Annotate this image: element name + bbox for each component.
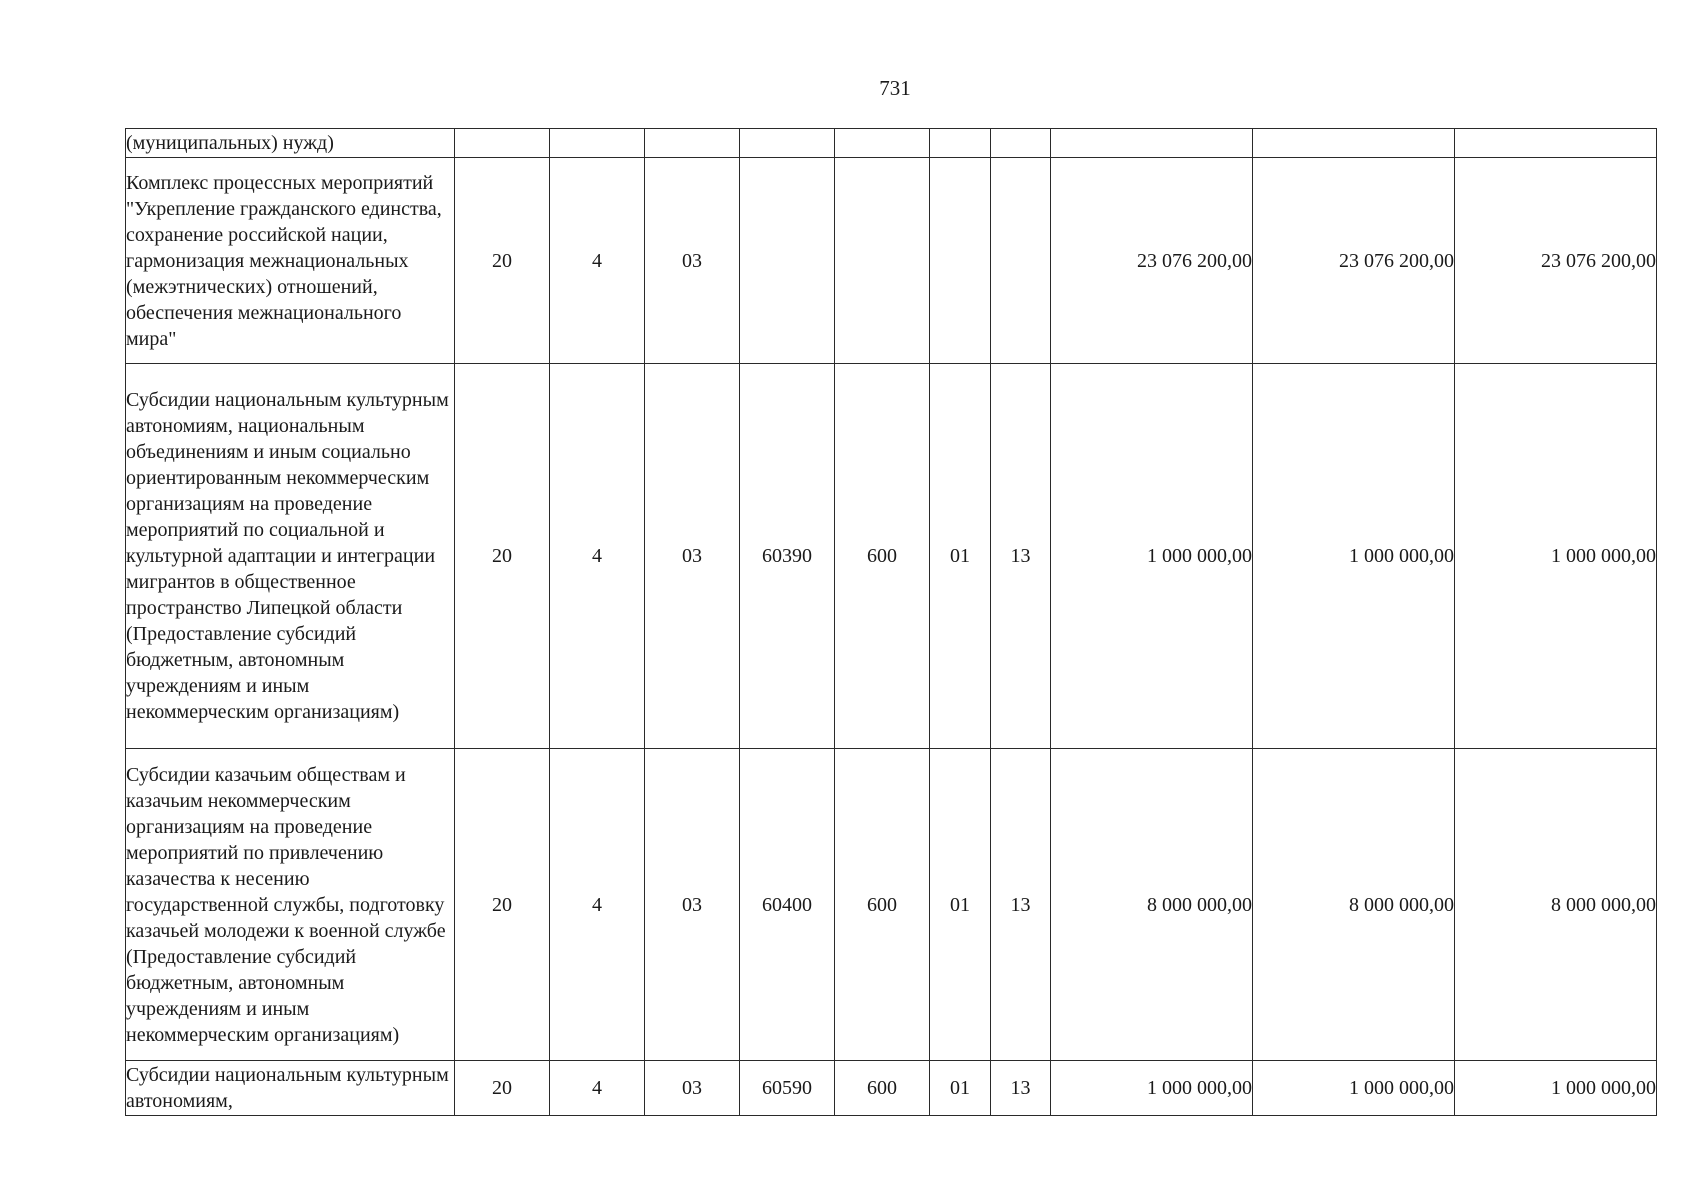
code-cell bbox=[835, 129, 930, 158]
amount-cell: 1 000 000,00 bbox=[1253, 1061, 1455, 1116]
row-description-cell bbox=[126, 129, 455, 158]
code-cell bbox=[991, 158, 1051, 364]
code-cell: 4 bbox=[550, 749, 645, 1061]
table-row bbox=[126, 749, 1657, 1061]
code-cell: 03 bbox=[645, 158, 740, 364]
amount-cell: 23 076 200,00 bbox=[1455, 158, 1657, 364]
row-description: Субсидии национальным культурным автономиям, национальным объединениям и иным социально ориентированным некоммерческим организациям на проведение мероприятий по социальной и культурной адаптации и интеграции мигрантов в общественное пространство Липецкой области (Предоставление субсидий бюджетным, автономным учреждениям и иным некоммерческим организациям) bbox=[126, 389, 449, 723]
amount-cell bbox=[1253, 129, 1455, 158]
table-row bbox=[126, 158, 1657, 364]
code-cell bbox=[835, 158, 930, 364]
code-cell: 4 bbox=[550, 364, 645, 749]
row-description-cell bbox=[126, 1061, 455, 1116]
budget-table bbox=[125, 128, 1657, 1116]
code-cell: 600 bbox=[835, 1061, 930, 1116]
row-description-cell bbox=[126, 158, 455, 364]
code-cell: 13 bbox=[991, 749, 1051, 1061]
code-cell: 03 bbox=[645, 749, 740, 1061]
code-cell: 20 bbox=[455, 749, 550, 1061]
code-cell: 03 bbox=[645, 364, 740, 749]
code-cell: 60400 bbox=[740, 749, 835, 1061]
code-cell: 20 bbox=[455, 1061, 550, 1116]
code-cell: 20 bbox=[455, 158, 550, 364]
amount-cell: 23 076 200,00 bbox=[1051, 158, 1253, 364]
amount-cell: 1 000 000,00 bbox=[1455, 364, 1657, 749]
code-cell bbox=[991, 129, 1051, 158]
table-row bbox=[126, 1061, 1657, 1116]
amount-cell: 8 000 000,00 bbox=[1253, 749, 1455, 1061]
amount-cell bbox=[1051, 129, 1253, 158]
code-cell: 01 bbox=[930, 364, 991, 749]
code-cell: 03 bbox=[645, 1061, 740, 1116]
amount-cell: 23 076 200,00 bbox=[1253, 158, 1455, 364]
code-cell bbox=[645, 129, 740, 158]
row-description: Комплекс процессных мероприятий "Укрепление гражданского единства, сохранение российской нации, гармонизация межнациональных (межэтнических) отношений, обеспечения межнационального мира" bbox=[126, 171, 442, 350]
row-description: (муниципальных) нужд) bbox=[126, 132, 334, 154]
page-number: 731 bbox=[879, 76, 911, 100]
code-cell bbox=[930, 158, 991, 364]
code-cell bbox=[550, 129, 645, 158]
row-description-cell bbox=[126, 364, 455, 749]
code-cell: 13 bbox=[991, 364, 1051, 749]
row-description: Субсидии национальным культурным автономиям, bbox=[126, 1064, 449, 1112]
code-cell: 20 bbox=[455, 364, 550, 749]
code-cell: 4 bbox=[550, 1061, 645, 1116]
row-description: Субсидии казачьим обществам и казачьим некоммерческим организациям на проведение мероприятий по привлечению казачества к несению государственной службы, подготовку казачьей молодежи к военной службе (Предоставление субсидий бюджетным, автономным учреждениям и иным некоммерческим организациям) bbox=[126, 763, 446, 1046]
code-cell: 01 bbox=[930, 749, 991, 1061]
code-cell: 4 bbox=[550, 158, 645, 364]
amount-cell: 8 000 000,00 bbox=[1455, 749, 1657, 1061]
code-cell: 600 bbox=[835, 749, 930, 1061]
code-cell bbox=[740, 158, 835, 364]
amount-cell bbox=[1455, 129, 1657, 158]
code-cell bbox=[930, 129, 991, 158]
amount-cell: 8 000 000,00 bbox=[1051, 749, 1253, 1061]
code-cell bbox=[455, 129, 550, 158]
code-cell: 13 bbox=[991, 1061, 1051, 1116]
amount-cell: 1 000 000,00 bbox=[1455, 1061, 1657, 1116]
code-cell: 600 bbox=[835, 364, 930, 749]
table-row bbox=[126, 129, 1657, 158]
amount-cell: 1 000 000,00 bbox=[1051, 1061, 1253, 1116]
code-cell: 60390 bbox=[740, 364, 835, 749]
row-description-cell bbox=[126, 749, 455, 1061]
amount-cell: 1 000 000,00 bbox=[1253, 364, 1455, 749]
table-row bbox=[126, 364, 1657, 749]
code-cell: 60590 bbox=[740, 1061, 835, 1116]
code-cell bbox=[740, 129, 835, 158]
amount-cell: 1 000 000,00 bbox=[1051, 364, 1253, 749]
code-cell: 01 bbox=[930, 1061, 991, 1116]
